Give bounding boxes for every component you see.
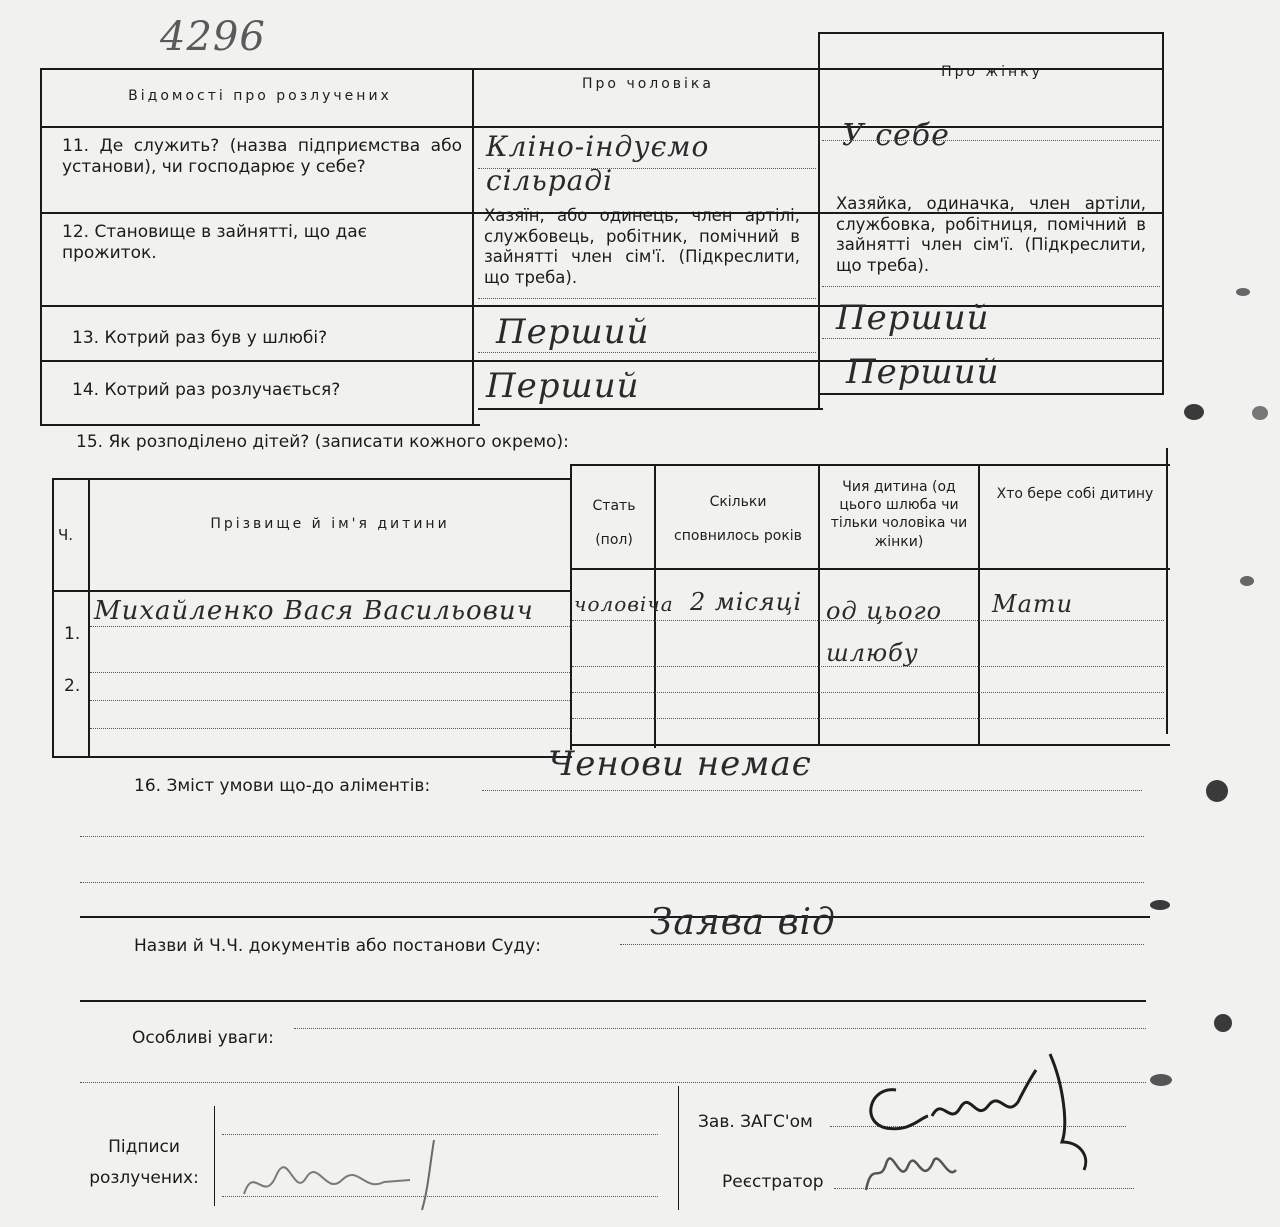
row13-wife-value: Перший <box>836 298 990 338</box>
documents-dotline <box>620 944 1144 945</box>
children-header-line-left <box>52 590 572 592</box>
documents-label: Назви й Ч.Ч. документів або постанови Суду: <box>134 936 541 956</box>
children-header-whose: Чия дитина (од цього шлюба чи тільки чоловіка чи жінки) <box>830 479 968 550</box>
table1-bottom-left <box>40 424 480 426</box>
child1-age: 2 місяці <box>690 588 803 616</box>
registrar-label: Реєстратор <box>722 1172 824 1192</box>
row13-husband-dotline <box>478 352 816 353</box>
children-header-line-right <box>570 568 1170 570</box>
row13-question: 13. Котрий раз був у шлюбі? <box>72 328 328 348</box>
table1-bottom-mid <box>478 408 823 410</box>
row12-wife-dotline <box>822 286 1160 287</box>
children-left-line <box>52 478 54 758</box>
spouse-signature-scribble <box>234 1134 464 1214</box>
child1-num: 1. <box>64 624 81 644</box>
children-right-line <box>1166 448 1168 734</box>
notes-dotline <box>294 1028 1146 1029</box>
paper-stain <box>1150 1074 1172 1086</box>
paper-stain <box>1206 780 1228 802</box>
paper-stain <box>1252 406 1268 420</box>
section-divider-1 <box>80 916 1150 918</box>
row11-husband-dotline <box>478 168 816 169</box>
child-dotline-1r <box>572 620 1164 621</box>
paper-stain <box>1184 404 1204 420</box>
paper-stain <box>1214 1014 1232 1032</box>
row11-wife-dotline <box>822 140 1160 141</box>
row11-wife-value: У себе <box>842 118 950 153</box>
table1-bottom-right <box>820 393 1164 395</box>
alimony-value: Ченови немає <box>548 744 812 784</box>
children-col-1 <box>88 478 90 756</box>
child-dotline-4r <box>572 718 1164 719</box>
children-header-name: Прізвище й ім'я дитини <box>210 516 450 532</box>
row13-husband-value: Перший <box>496 312 650 352</box>
documents-value: Заява від <box>650 902 836 943</box>
row14-wife-value: Перший <box>846 352 1000 392</box>
child1-whose: од цього шлюбу <box>826 597 943 667</box>
children-col-2 <box>570 466 572 750</box>
child-dotline-2r <box>572 666 1164 667</box>
row11-question: 11. Де служить? (назва підприємства або установи), чи господарює у себе? <box>62 136 462 178</box>
header-wife: Про жінку <box>941 64 1043 80</box>
section-divider-2 <box>80 1000 1146 1002</box>
notes-label: Особливі уваги: <box>132 1028 274 1048</box>
child-dotline-3r <box>572 692 1164 693</box>
children-bottom-left <box>52 756 572 758</box>
children-header-age: Скільки сповнилось років <box>674 494 802 544</box>
alimony-label: 16. Зміст умови що-до аліментів: <box>134 776 431 796</box>
child-dotline-1 <box>90 626 570 627</box>
child2-num: 2. <box>64 676 81 696</box>
row14-question: 14. Котрий раз розлучається? <box>72 380 341 400</box>
table1-col-divider-1 <box>472 68 474 426</box>
child-dotline-4 <box>90 728 570 729</box>
children-header-num: Ч. <box>58 526 74 544</box>
row14-husband-value: Перший <box>486 366 640 406</box>
row12-husband-dotline <box>478 298 816 299</box>
spouses-signature-label: Підписи розлучених: <box>89 1137 199 1188</box>
children-col-5 <box>978 464 980 746</box>
children-col-4 <box>818 464 820 746</box>
children-title: 15. Як розподілено дітей? (записати кожного окремо): <box>76 432 569 452</box>
row12-wife-options: Хазяйка, одиначка, член артіли, службовка, робітниця, помічний в зайнятті член сім'ї. (Підкреслити, що треба). <box>836 194 1146 275</box>
paper-stain <box>1150 900 1170 910</box>
header-husband: Про чоловіка <box>582 76 714 92</box>
child-dotline-2 <box>90 672 570 673</box>
table1-left-line <box>40 68 42 426</box>
head-zags-label: Зав. ЗАГС'ом <box>698 1112 813 1132</box>
row13-wife-dotline <box>822 338 1160 339</box>
children-top-right <box>570 464 1170 466</box>
sign-bracket <box>214 1106 215 1206</box>
child1-sex: чоловіча <box>574 592 674 616</box>
alimony-dotline <box>482 790 1142 791</box>
row12-line <box>40 305 1164 307</box>
table1-col-divider-2 <box>818 32 820 410</box>
sign-divider <box>678 1086 679 1210</box>
record-number: 4296 <box>160 14 266 60</box>
row12-husband-options: Хазяїн, або одинець, член артілі, службовець, робітник, помічний в зайнятті член сім'ї. (Підкреслити, що треба). <box>484 206 800 287</box>
alimony-dotline-3 <box>80 882 1144 883</box>
children-top-left <box>52 478 572 480</box>
child1-name: Михайленко Вася Васильович <box>94 596 534 626</box>
table1-top-right <box>818 32 1164 34</box>
child1-taker: Мати <box>992 590 1074 618</box>
row12-question: 12. Становище в зайнятті, що дає прожиток. <box>62 222 368 264</box>
paper-stain <box>1240 576 1254 586</box>
children-header-sex: Стать (пол) <box>592 498 636 548</box>
child-dotline-3 <box>90 700 570 701</box>
paper-stain <box>1236 288 1250 296</box>
row11-husband-value: Кліно-індуємо сільраді <box>486 130 710 197</box>
children-header-taker: Хто бере собі дитину <box>996 486 1154 502</box>
alimony-dotline-2 <box>80 836 1144 837</box>
registrar-signature-scribble <box>856 1140 966 1200</box>
header-info: Відомості про розлучених <box>128 88 392 104</box>
